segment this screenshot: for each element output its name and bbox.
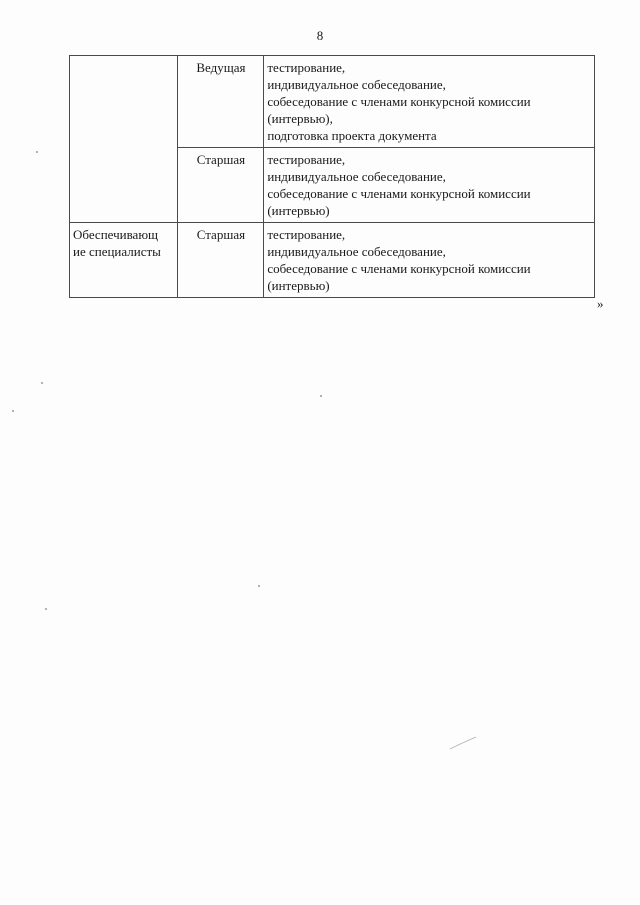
methods-cell — [264, 56, 595, 148]
table-row — [70, 56, 595, 148]
method-line: собеседование с членами конкурсной комиссии — [267, 94, 531, 109]
scan-speck — [320, 395, 322, 397]
method-line: тестирование, — [267, 60, 346, 75]
method-line: индивидуальное собеседование, — [267, 77, 446, 92]
level-cell: Ведущая — [178, 56, 264, 148]
group-line: Обеспечивающ — [73, 227, 159, 242]
group-cell-empty — [70, 56, 178, 223]
table-row — [70, 223, 595, 298]
method-line: собеседование с членами конкурсной комиссии — [267, 261, 531, 276]
method-line: индивидуальное собеседование, — [267, 169, 446, 184]
scan-speck — [45, 608, 47, 610]
scan-speck — [258, 585, 260, 587]
closing-quote-mark: » — [597, 296, 604, 311]
method-line: (интервью), — [267, 111, 333, 126]
method-line: тестирование, — [267, 152, 346, 167]
scan-speck — [41, 382, 43, 384]
group-cell — [70, 223, 178, 298]
level-cell: Старшая — [178, 148, 264, 223]
method-line: (интервью) — [267, 278, 330, 293]
scan-speck — [36, 151, 38, 153]
method-line: тестирование, — [267, 227, 346, 242]
qualification-table — [69, 55, 595, 298]
method-line: индивидуальное собеседование, — [267, 244, 446, 259]
page-number: 8 — [316, 28, 324, 43]
methods-cell — [264, 148, 595, 223]
methods-cell — [264, 223, 595, 298]
method-line: (интервью) — [267, 203, 330, 218]
pen-mark — [448, 735, 478, 751]
method-line: собеседование с членами конкурсной комиссии — [267, 186, 531, 201]
scan-speck — [12, 410, 14, 412]
method-line: подготовка проекта документа — [267, 128, 437, 143]
group-line: ие специалисты — [73, 244, 161, 259]
level-cell: Старшая — [178, 223, 264, 298]
